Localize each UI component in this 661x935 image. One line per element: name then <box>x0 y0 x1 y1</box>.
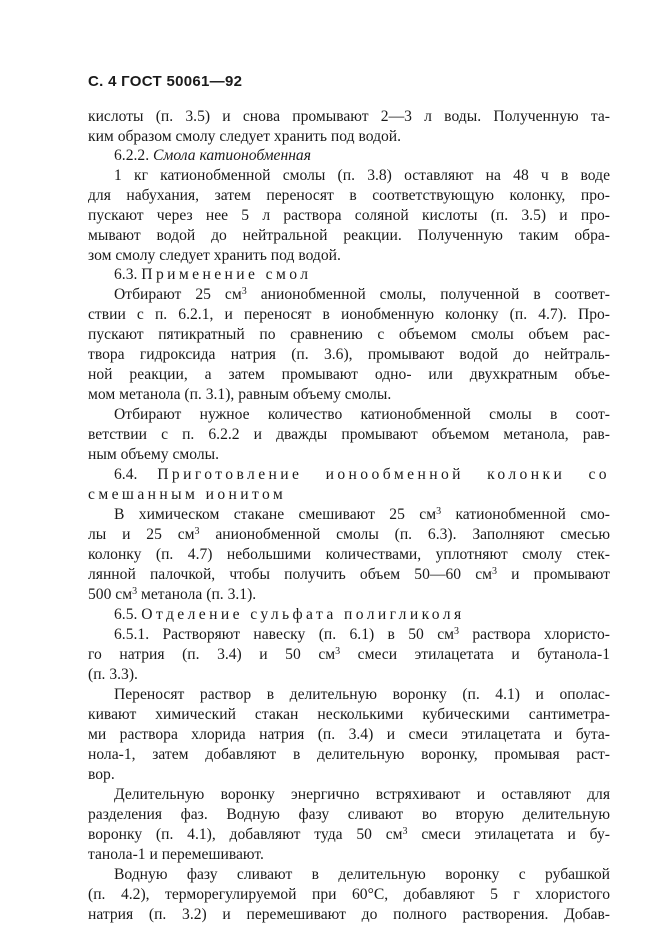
text-line: ным объему смолы. <box>88 446 220 463</box>
section-heading-6-4 <box>114 465 610 485</box>
section-number: 6.4. <box>114 466 138 483</box>
text-line: 6.5.1. Растворяют навеску (п. 6.1) в 50 $см^3$ раствора хлористо- <box>114 626 610 643</box>
section-title: Применение смол <box>141 266 312 283</box>
text-line: Отбирают нужное количество катионобменной смолы в соот- <box>114 406 610 423</box>
text-line: воронку (п. 4.1), добавляют туда 50 $см^3$ смеси этилацетата и бу- <box>88 826 611 843</box>
section-number: 6.2.2. <box>114 147 150 164</box>
text-line: (п. 4.2), терморегулируемой при 60°С, добавляют 5 г хлористого <box>88 886 610 903</box>
section-heading-6-3 <box>114 265 311 285</box>
text-line: кивают химический стакан несколькими кубическими сантиметра- <box>88 706 610 723</box>
section-heading-6-5 <box>114 605 465 625</box>
section-number: 6.3. <box>114 266 138 283</box>
text-line: мывают водой до нейтральной реакции. Полученную таким обра- <box>88 227 610 244</box>
text-line: ствии с п. 6.2.1, и переносят в ионобменную колонку (п. 4.7). Про- <box>88 306 610 323</box>
page-header: С. 4 ГОСТ 50061—92 <box>88 73 243 90</box>
section-title: Приготовление ионообменной колонки со <box>157 466 610 483</box>
section-title-continued: смешанным ионитом <box>88 486 287 503</box>
text-line: В химическом стакане смешивают 25 $см^3$ катионобменной смо- <box>114 506 610 523</box>
text-line: (п. 3.3). <box>88 666 138 683</box>
text-line: лы и 25 $см^3$ анионобменной смолы (п. 6.3). Заполняют смесью <box>88 526 610 543</box>
text-line: лянной палочкой, чтобы получить объем 50—60 $см^3$ и промывают <box>88 566 610 583</box>
text-line: зом смолу следует хранить под водой. <box>88 247 341 264</box>
text-line: ветствии с п. 6.2.2 и дважды промывают объемом метанола, рав- <box>88 426 610 443</box>
text-line: Водную фазу сливают в делительную воронку с рубашкой <box>114 866 610 883</box>
text-line: пускают пятикратный по сравнению с объемом смолы объем рас- <box>88 326 610 343</box>
text-line: 1 кг катионобменной смолы (п. 3.8) оставляют на 48 ч в воде <box>114 167 610 184</box>
text-line: ми раствора хлорида натрия (п. 3.4) и смеси этилацетата и бута- <box>88 726 610 743</box>
text-line: нола-1, затем добавляют в делительную воронку, промывая раст- <box>88 746 610 763</box>
text-line: мом метанола (п. 3.1), равным объему смолы. <box>88 386 392 403</box>
section-heading-6-2-2 <box>114 146 311 166</box>
text-line: для набухания, затем переносят в соответствующую колонку, про- <box>88 187 610 204</box>
text-line: кислоты (п. 3.5) и снова промывают 2—3 л воды. Полученную та- <box>88 108 610 125</box>
section-number: 6.5. <box>114 606 138 623</box>
text-line: ной реакции, а затем промывают одно- или двухкратным объе- <box>88 366 610 383</box>
text-line: Делительную воронку энергично встряхивают и оставляют для <box>114 786 610 803</box>
text-line: ким образом смолу следует хранить под водой. <box>88 128 402 145</box>
text-line: твора гидроксида натрия (п. 3.6), промывают водой до нейтраль- <box>88 346 610 363</box>
text-line: натрия (п. 3.2) и перемешивают до полного растворения. Добав- <box>88 906 610 923</box>
text-line: разделения фаз. Водную фазу сливают во вторую делительную <box>88 806 610 823</box>
text-line: колонку (п. 4.7) небольшими количествами, уплотняют смолу стек- <box>88 546 610 563</box>
text-line: 500 $см^3$ метанола (п. 3.1). <box>88 586 257 603</box>
text-line: танола-1 и перемешивают. <box>88 846 264 863</box>
section-title: Отделение сульфата полигликоля <box>141 606 465 623</box>
text-line: го натрия (п. 3.4) и 50 $см^3$ смеси этилацетата и бутанола-1 <box>88 646 610 663</box>
section-title: Смола катионобменная <box>153 147 311 164</box>
text-line: Отбирают 25 $см^3$ анионобменной смолы, полученной в соответ- <box>114 286 611 303</box>
text-line: Переносят раствор в делительную воронку (п. 4.1) и ополас- <box>114 686 610 703</box>
text-line: вор. <box>88 766 115 783</box>
text-line: пускают через нее 5 л раствора соляной кислоты (п. 3.5) и про- <box>88 207 610 224</box>
